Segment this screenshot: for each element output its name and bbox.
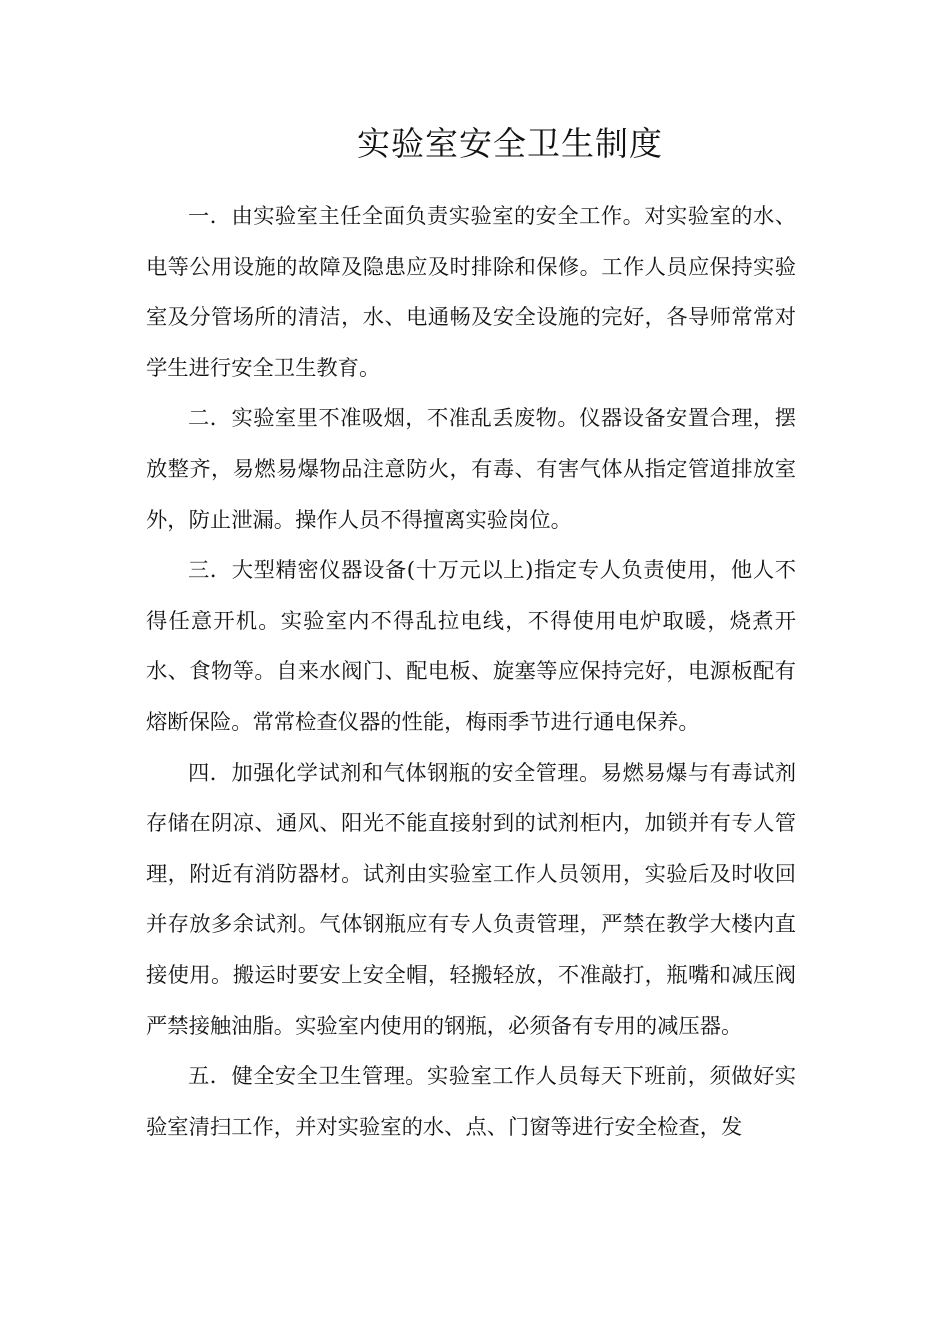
paragraph-2: 二．实验室里不准吸烟，不准乱丢废物。仪器设备安置合理，摆放整齐，易燃易爆物品注意防火，有毒、有害气体从指定管道排放室外，防止泄漏。操作人员不得擅离实验岗位。 xyxy=(146,406,796,533)
document-title: 实验室安全卫生制度 xyxy=(357,124,663,163)
paragraph-3: 三．大型精密仪器设备(十万元以上)指定专人负责使用，他人不得任意开机。实验室内不得乱拉电线，不得使用电炉取暖，烧煮开水、食物等。自来水阀门、配电板、旋塞等应保持完好，电源板配有熔断保险。常常检查仪器的性能，梅雨季节进行通电保养。 xyxy=(146,558,796,735)
document-body xyxy=(146,192,796,1153)
paragraph-5: 五．健全安全卫生管理。实验室工作人员每天下班前，须做好实验室清扫工作，并对实验室的水、点、门窗等进行安全检查，发 xyxy=(146,1064,796,1140)
paragraph-1: 一．由实验室主任全面负责实验室的安全工作。对实验室的水、电等公用设施的故障及隐患应及时排除和保修。工作人员应保持实验室及分管场所的清洁，水、电通畅及安全设施的完好，各导师常常对学生进行安全卫生教育。 xyxy=(146,204,796,381)
paragraph-4: 四．加强化学试剂和气体钢瓶的安全管理。易燃易爆与有毒试剂存储在阴凉、通风、阳光不能直接射到的试剂柜内，加锁并有专人管理，附近有消防器材。试剂由实验室工作人员领用，实验后及时收回并存放多余试剂。气体钢瓶应有专人负责管理，严禁在教学大楼内直接使用。搬运时要安上安全帽，轻搬轻放，不准敲打，瓶嘴和减压阀严禁接触油脂。实验室内使用的钢瓶，必须备有专用的减压器。 xyxy=(146,760,796,1039)
